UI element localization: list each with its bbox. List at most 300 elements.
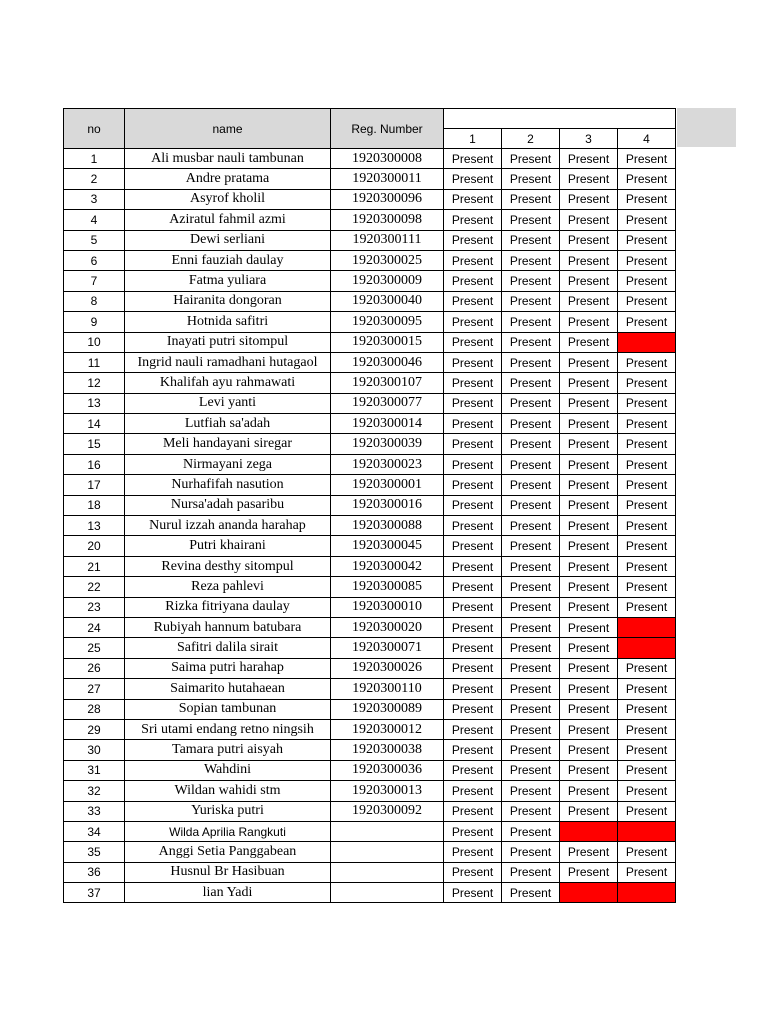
cell-name: Sopian tambunan [125, 699, 331, 719]
cell-name: Khalifah ayu rahmawati [125, 373, 331, 393]
cell-attendance: Present [444, 189, 502, 209]
cell-attendance: Present [444, 250, 502, 270]
cell-attendance: Present [444, 169, 502, 189]
cell-attendance: Present [444, 699, 502, 719]
cell-no: 10 [64, 332, 125, 352]
cell-attendance: Present [618, 699, 676, 719]
cell-reg-number: 1920300095 [331, 312, 444, 332]
table-row [64, 719, 676, 739]
header-session-3: 3 [560, 129, 618, 149]
cell-no: 36 [64, 862, 125, 882]
table-row [64, 250, 676, 270]
table-row [64, 210, 676, 230]
cell-attendance: Present [502, 495, 560, 515]
cell-attendance: Present [560, 556, 618, 576]
cell-attendance: Present [618, 373, 676, 393]
cell-name: Anggi Setia Panggabean [125, 842, 331, 862]
table-row [64, 271, 676, 291]
cell-reg-number: 1920300111 [331, 230, 444, 250]
cell-attendance: Present [444, 271, 502, 291]
cell-name: Saimarito hutahaean [125, 679, 331, 699]
cell-absent-marker [618, 638, 676, 658]
cell-attendance: Present [444, 862, 502, 882]
cell-reg-number: 1920300023 [331, 454, 444, 474]
table-row [64, 230, 676, 250]
cell-absent-marker [618, 821, 676, 841]
cell-name: Yuriska putri [125, 801, 331, 821]
cell-attendance: Present [618, 250, 676, 270]
cell-name: Ali musbar nauli tambunan [125, 149, 331, 169]
cell-reg-number: 1920300014 [331, 414, 444, 434]
cell-attendance: Present [618, 597, 676, 617]
cell-reg-number: 1920300077 [331, 393, 444, 413]
cell-attendance: Present [444, 291, 502, 311]
table-row [64, 291, 676, 311]
table-row [64, 699, 676, 719]
cell-attendance: Present [502, 536, 560, 556]
cell-name: Andre pratama [125, 169, 331, 189]
cell-attendance: Present [618, 577, 676, 597]
cell-attendance: Present [618, 781, 676, 801]
cell-attendance: Present [502, 821, 560, 841]
cell-attendance: Present [618, 434, 676, 454]
table-row [64, 597, 676, 617]
cell-no: 30 [64, 740, 125, 760]
cell-no: 3 [64, 189, 125, 209]
header-sessions-group [444, 109, 676, 129]
cell-attendance: Present [560, 597, 618, 617]
cell-attendance: Present [444, 516, 502, 536]
cell-no: 28 [64, 699, 125, 719]
header-session-4: 4 [618, 129, 676, 149]
cell-no: 35 [64, 842, 125, 862]
cell-attendance: Present [618, 658, 676, 678]
cell-name: Rubiyah hannum batubara [125, 617, 331, 637]
cell-attendance: Present [560, 149, 618, 169]
cell-no: 21 [64, 556, 125, 576]
cell-no: 26 [64, 658, 125, 678]
table-row [64, 149, 676, 169]
cell-reg-number: 1920300001 [331, 475, 444, 495]
cell-no: 37 [64, 883, 125, 903]
cell-no: 4 [64, 210, 125, 230]
cell-no: 16 [64, 454, 125, 474]
cell-attendance: Present [560, 658, 618, 678]
cell-attendance: Present [560, 740, 618, 760]
cell-attendance: Present [502, 679, 560, 699]
cell-attendance: Present [618, 516, 676, 536]
cell-name: Inayati putri sitompul [125, 332, 331, 352]
cell-name: Ingrid nauli ramadhani hutagaol [125, 352, 331, 372]
cell-attendance: Present [560, 577, 618, 597]
cell-attendance: Present [444, 638, 502, 658]
cell-no: 7 [64, 271, 125, 291]
cell-name: Husnul Br Hasibuan [125, 862, 331, 882]
cell-attendance: Present [560, 189, 618, 209]
table-row [64, 454, 676, 474]
cell-attendance: Present [502, 883, 560, 903]
cell-attendance: Present [444, 883, 502, 903]
cell-attendance: Present [618, 679, 676, 699]
cell-no: 23 [64, 597, 125, 617]
cell-attendance: Present [502, 516, 560, 536]
cell-attendance: Present [618, 312, 676, 332]
cell-attendance: Present [444, 352, 502, 372]
cell-reg-number: 1920300015 [331, 332, 444, 352]
cell-attendance: Present [618, 454, 676, 474]
cell-attendance: Present [444, 536, 502, 556]
cell-attendance: Present [560, 719, 618, 739]
cell-attendance: Present [618, 352, 676, 372]
cell-attendance: Present [560, 352, 618, 372]
table-row [64, 862, 676, 882]
cell-attendance: Present [502, 210, 560, 230]
cell-attendance: Present [444, 149, 502, 169]
cell-reg-number [331, 821, 444, 841]
cell-attendance: Present [502, 250, 560, 270]
cell-attendance: Present [502, 312, 560, 332]
cell-attendance: Present [618, 210, 676, 230]
cell-no: 13 [64, 393, 125, 413]
table-row [64, 516, 676, 536]
cell-name: Hairanita dongoran [125, 291, 331, 311]
table-row [64, 842, 676, 862]
table-row [64, 760, 676, 780]
cell-attendance: Present [502, 781, 560, 801]
cell-attendance: Present [444, 373, 502, 393]
cell-attendance: Present [502, 475, 560, 495]
table-row [64, 352, 676, 372]
cell-reg-number: 1920300042 [331, 556, 444, 576]
cell-absent-marker [618, 332, 676, 352]
cell-attendance: Present [618, 291, 676, 311]
cell-no: 22 [64, 577, 125, 597]
cell-attendance: Present [560, 801, 618, 821]
cell-attendance: Present [502, 617, 560, 637]
cell-absent-marker [560, 883, 618, 903]
cell-no: 8 [64, 291, 125, 311]
cell-attendance: Present [444, 495, 502, 515]
cell-no: 5 [64, 230, 125, 250]
cell-attendance: Present [618, 862, 676, 882]
cell-no: 31 [64, 760, 125, 780]
table-row [64, 617, 676, 637]
cell-reg-number: 1920300040 [331, 291, 444, 311]
cell-attendance: Present [444, 719, 502, 739]
cell-attendance: Present [444, 597, 502, 617]
cell-attendance: Present [560, 332, 618, 352]
cell-attendance: Present [444, 781, 502, 801]
cell-reg-number: 1920300009 [331, 271, 444, 291]
cell-attendance: Present [502, 658, 560, 678]
cell-attendance: Present [618, 556, 676, 576]
cell-attendance: Present [560, 230, 618, 250]
cell-attendance: Present [560, 516, 618, 536]
cell-attendance: Present [444, 760, 502, 780]
cell-reg-number: 1920300110 [331, 679, 444, 699]
table-row [64, 393, 676, 413]
cell-reg-number: 1920300045 [331, 536, 444, 556]
table-row [64, 475, 676, 495]
cell-attendance: Present [444, 658, 502, 678]
cell-name: Nurhafifah nasution [125, 475, 331, 495]
cell-attendance: Present [560, 169, 618, 189]
cell-attendance: Present [560, 842, 618, 862]
cell-attendance: Present [444, 740, 502, 760]
table-row [64, 638, 676, 658]
cell-reg-number: 1920300107 [331, 373, 444, 393]
header-reg-number: Reg. Number [331, 109, 444, 149]
cell-reg-number: 1920300085 [331, 577, 444, 597]
cell-no: 13 [64, 516, 125, 536]
cell-attendance: Present [618, 414, 676, 434]
cell-attendance: Present [444, 454, 502, 474]
cell-absent-marker [618, 617, 676, 637]
cell-attendance: Present [618, 393, 676, 413]
cell-attendance: Present [444, 821, 502, 841]
cell-attendance: Present [444, 801, 502, 821]
cell-attendance: Present [444, 679, 502, 699]
cell-attendance: Present [560, 250, 618, 270]
cell-name: Rizka fitriyana daulay [125, 597, 331, 617]
cell-attendance: Present [560, 781, 618, 801]
cell-reg-number: 1920300008 [331, 149, 444, 169]
cell-attendance: Present [444, 210, 502, 230]
cell-no: 33 [64, 801, 125, 821]
cell-attendance: Present [444, 312, 502, 332]
table-row [64, 577, 676, 597]
cell-name: Sri utami endang retno ningsih [125, 719, 331, 739]
table-row [64, 658, 676, 678]
cell-reg-number: 1920300011 [331, 169, 444, 189]
table-row [64, 414, 676, 434]
cell-name: Reza pahlevi [125, 577, 331, 597]
cell-name: Safitri dalila sirait [125, 638, 331, 658]
cell-attendance: Present [560, 393, 618, 413]
cell-attendance: Present [502, 862, 560, 882]
cell-attendance: Present [560, 638, 618, 658]
cell-attendance: Present [560, 760, 618, 780]
cell-no: 2 [64, 169, 125, 189]
cell-attendance: Present [502, 352, 560, 372]
cell-attendance: Present [560, 475, 618, 495]
table-row [64, 332, 676, 352]
cell-attendance: Present [444, 577, 502, 597]
cell-attendance: Present [502, 760, 560, 780]
cell-attendance: Present [618, 842, 676, 862]
cell-name: Saima putri harahap [125, 658, 331, 678]
cell-attendance: Present [560, 373, 618, 393]
cell-attendance: Present [618, 475, 676, 495]
cell-attendance: Present [444, 475, 502, 495]
cell-reg-number: 1920300039 [331, 434, 444, 454]
cell-attendance: Present [502, 597, 560, 617]
cell-attendance: Present [502, 414, 560, 434]
cell-attendance: Present [444, 842, 502, 862]
cell-reg-number [331, 862, 444, 882]
cell-attendance: Present [502, 230, 560, 250]
cell-attendance: Present [560, 617, 618, 637]
cell-name: Putri khairani [125, 536, 331, 556]
cell-name: Wilda Aprilia Rangkuti [125, 821, 331, 841]
cell-attendance: Present [618, 760, 676, 780]
header-session-1: 1 [444, 129, 502, 149]
cell-attendance: Present [560, 699, 618, 719]
cell-reg-number: 1920300012 [331, 719, 444, 739]
cell-reg-number: 1920300098 [331, 210, 444, 230]
cell-no: 32 [64, 781, 125, 801]
cell-absent-marker [618, 883, 676, 903]
cell-attendance: Present [618, 495, 676, 515]
cell-no: 20 [64, 536, 125, 556]
cell-name: Lutfiah sa'adah [125, 414, 331, 434]
cell-name: Tamara putri aisyah [125, 740, 331, 760]
cell-name: Wahdini [125, 760, 331, 780]
cell-name: Meli handayani siregar [125, 434, 331, 454]
cell-name: Revina desthy sitompul [125, 556, 331, 576]
cell-attendance: Present [560, 862, 618, 882]
cell-attendance: Present [502, 373, 560, 393]
cell-name: lian Yadi [125, 883, 331, 903]
cell-attendance: Present [444, 414, 502, 434]
table-row [64, 740, 676, 760]
cell-attendance: Present [560, 434, 618, 454]
cell-no: 6 [64, 250, 125, 270]
cell-reg-number [331, 883, 444, 903]
cell-name: Wildan wahidi stm [125, 781, 331, 801]
cell-name: Aziratul fahmil azmi [125, 210, 331, 230]
cell-reg-number [331, 842, 444, 862]
cell-no: 14 [64, 414, 125, 434]
cell-attendance: Present [618, 149, 676, 169]
cell-name: Fatma yuliara [125, 271, 331, 291]
table-row [64, 189, 676, 209]
cell-attendance: Present [502, 169, 560, 189]
cell-name: Nirmayani zega [125, 454, 331, 474]
cell-attendance: Present [444, 230, 502, 250]
cell-no: 25 [64, 638, 125, 658]
cell-attendance: Present [502, 393, 560, 413]
cell-attendance: Present [502, 332, 560, 352]
cell-attendance: Present [502, 189, 560, 209]
table-row [64, 883, 676, 903]
cell-attendance: Present [560, 312, 618, 332]
table-row [64, 312, 676, 332]
cell-attendance: Present [502, 842, 560, 862]
cell-reg-number: 1920300071 [331, 638, 444, 658]
cell-attendance: Present [444, 393, 502, 413]
cell-reg-number: 1920300096 [331, 189, 444, 209]
cell-attendance: Present [618, 169, 676, 189]
cell-reg-number: 1920300089 [331, 699, 444, 719]
cell-attendance: Present [502, 577, 560, 597]
cell-attendance: Present [502, 740, 560, 760]
table-row [64, 801, 676, 821]
cell-reg-number: 1920300013 [331, 781, 444, 801]
cell-attendance: Present [502, 699, 560, 719]
cell-attendance: Present [502, 291, 560, 311]
cell-no: 24 [64, 617, 125, 637]
cell-attendance: Present [618, 536, 676, 556]
cell-name: Enni fauziah daulay [125, 250, 331, 270]
cell-attendance: Present [618, 189, 676, 209]
cell-no: 12 [64, 373, 125, 393]
cell-attendance: Present [560, 291, 618, 311]
cell-attendance: Present [444, 617, 502, 637]
cell-no: 15 [64, 434, 125, 454]
cell-attendance: Present [502, 454, 560, 474]
table-row [64, 373, 676, 393]
table-row [64, 434, 676, 454]
cell-reg-number: 1920300046 [331, 352, 444, 372]
cell-reg-number: 1920300088 [331, 516, 444, 536]
cell-reg-number: 1920300038 [331, 740, 444, 760]
cell-name: Nurul izzah ananda harahap [125, 516, 331, 536]
cell-name: Asyrof kholil [125, 189, 331, 209]
cell-no: 17 [64, 475, 125, 495]
cell-reg-number: 1920300092 [331, 801, 444, 821]
table-row [64, 679, 676, 699]
cell-attendance: Present [560, 271, 618, 291]
cell-no: 27 [64, 679, 125, 699]
cell-attendance: Present [502, 434, 560, 454]
gray-header-tab [677, 108, 736, 147]
cell-name: Hotnida safitri [125, 312, 331, 332]
cell-attendance: Present [502, 801, 560, 821]
cell-attendance: Present [560, 495, 618, 515]
cell-attendance: Present [502, 149, 560, 169]
cell-no: 29 [64, 719, 125, 739]
cell-attendance: Present [560, 454, 618, 474]
cell-name: Dewi serliani [125, 230, 331, 250]
cell-no: 34 [64, 821, 125, 841]
cell-reg-number: 1920300036 [331, 760, 444, 780]
cell-attendance: Present [444, 332, 502, 352]
table-row [64, 821, 676, 841]
cell-attendance: Present [444, 434, 502, 454]
table-row [64, 536, 676, 556]
attendance-table [63, 108, 676, 903]
cell-attendance: Present [618, 801, 676, 821]
cell-no: 1 [64, 149, 125, 169]
cell-attendance: Present [444, 556, 502, 576]
cell-no: 9 [64, 312, 125, 332]
cell-reg-number: 1920300025 [331, 250, 444, 270]
cell-attendance: Present [502, 638, 560, 658]
cell-reg-number: 1920300020 [331, 617, 444, 637]
cell-no: 11 [64, 352, 125, 372]
cell-attendance: Present [560, 679, 618, 699]
cell-attendance: Present [560, 536, 618, 556]
cell-attendance: Present [618, 230, 676, 250]
cell-attendance: Present [560, 210, 618, 230]
cell-attendance: Present [502, 271, 560, 291]
cell-attendance: Present [618, 719, 676, 739]
table-row [64, 556, 676, 576]
cell-name: Levi yanti [125, 393, 331, 413]
cell-attendance: Present [618, 740, 676, 760]
table-row [64, 781, 676, 801]
cell-attendance: Present [502, 719, 560, 739]
header-session-2: 2 [502, 129, 560, 149]
table-row [64, 495, 676, 515]
cell-attendance: Present [618, 271, 676, 291]
cell-reg-number: 1920300026 [331, 658, 444, 678]
header-name: name [125, 109, 331, 149]
cell-attendance: Present [502, 556, 560, 576]
cell-absent-marker [560, 821, 618, 841]
table-row [64, 169, 676, 189]
